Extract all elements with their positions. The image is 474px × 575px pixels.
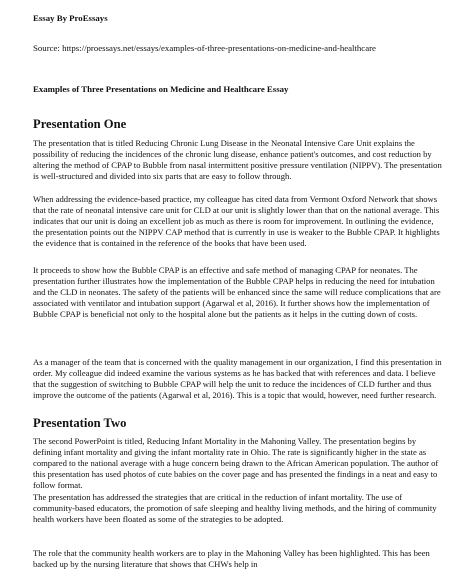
paragraph: The presentation that is titled Reducing Chronic Lung Disease in the Neonatal Intensive Care Unit explains the possibility of reducing the incidences of the chronic lung disease, enhance patient's outcomes, and cost reduction by altering the method of CPAP to Bubble from nasal intermittent positive pressure ventilation (NIPPV). The presentation is well-structured and divided into six parts that are easy to follow through. <box>33 138 442 181</box>
paragraph: When addressing the evidence-based practice, my colleague has cited data from Vermont Oxford Network that shows that the rate of neonatal intensive care unit for CLD at our unit is slightly lower than that on the national average. This indicates that our unit is doing an excellent job as much as there is room for improvement. In outlining the evidence, the presentation points out the NIPPV CAP method that is currently in use is weaker to the Bubble CPAP. It highlights the evidence that is contained in the reference of the books that have been used. <box>33 194 440 248</box>
paragraph: The presentation has addressed the strategies that are critical in the reduction of infant mortality. The use of community-based educators, the promotion of safe sleeping and healthy living methods, and the hiring of community health workers have been floated as some of the strategies to be adopted. <box>33 492 437 524</box>
paragraph: The second PowerPoint is titled, Reducing Infant Mortality in the Mahoning Valley. The presentation begins by defining infant mortality and giving the infant mortality rate in Ohio. The rate is significantly higher in the state as compared to the national average with a huge concern being drawn to the African American population. The author of this presentation has used photos of cute babies on the cover page and has presented the findings in a neat and easy to follow format. <box>33 436 439 490</box>
paragraph: As a manager of the team that is concerned with the quality management in our organization, I find this presentation in order. My colleague did indeed examine the various systems as he has backed that with references and data. I believe that the suggestion of switching to Bubble CPAP will help the unit to reduce the incidences of CLD further and thus improve the outcome of the patients (Agarwal et al, 2016). This is a topic that would, however, need further research. <box>33 357 442 400</box>
document-title: Examples of Three Presentations on Medicine and Healthcare Essay <box>33 84 289 94</box>
section-heading-presentation-one: Presentation One <box>33 117 127 131</box>
paragraph: It proceeds to show how the Bubble CPAP is an effective and safe method of managing CPAP for neonates. The presentation further illustrates how the implementation of the Bubble CPAP helps in reducing the need for intubation and the CLD in neonates. The safety of the patients will be enhanced since the same will reduce complications that are associated with ventilator and intubation support (Agarwal et al, 2016). It further shows how the implementation of Bubble CPAP is beneficial not only to the hospital alone but the patients as it helps in the cutting down of costs. <box>33 265 441 319</box>
paragraph: The role that the community health workers are to play in the Mahoning Valley has been highlighted. This has been backed up by the nursing literature that shows that CHWs help in <box>33 548 430 569</box>
section-heading-presentation-two: Presentation Two <box>33 416 127 430</box>
essay-by-label: Essay By ProEssays <box>33 13 108 23</box>
source-line: Source: https://proessays.net/essays/examples-of-three-presentations-on-medicine-and-healthcare <box>33 43 376 53</box>
